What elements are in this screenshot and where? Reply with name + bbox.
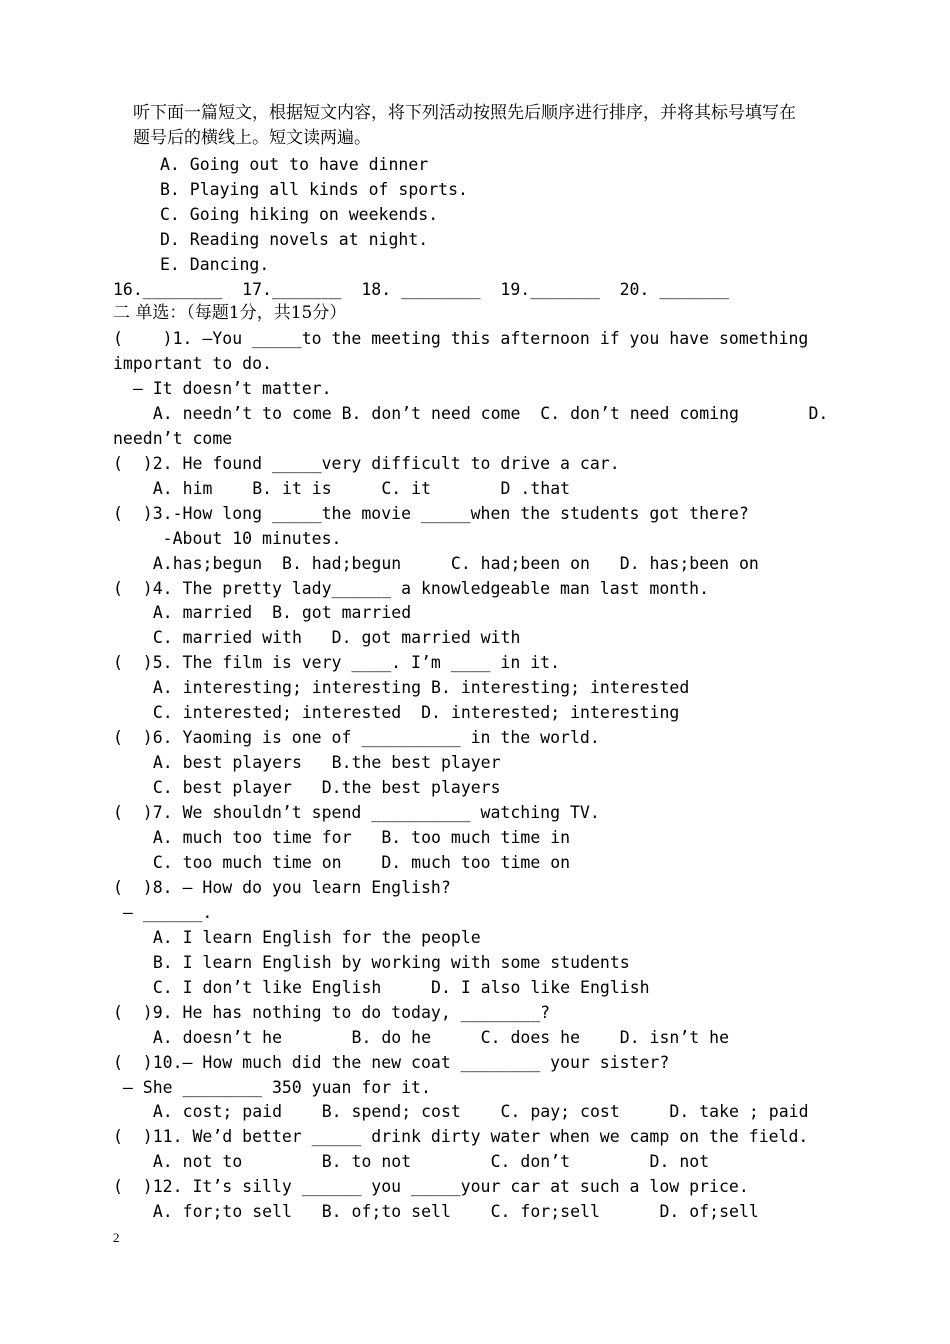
question-line: — She ________ 350 yuan for it. (113, 1077, 431, 1097)
question-line: B. I learn English by working with some students (133, 952, 630, 972)
question-line: ( )2. He found _____very difficult to drive a car. (113, 453, 620, 473)
question-line: ( )11. We’d better _____ drink dirty water when we camp on the field. (113, 1127, 809, 1147)
question-line: A. I learn English for the people (133, 927, 481, 947)
question-line: A. not to B. to not C. don’t D. not (133, 1152, 710, 1172)
question-line: A. doesn’t he B. do he C. does he D. isn’t he (133, 1027, 730, 1047)
question-line: A. much too time for B. too much time in (133, 828, 571, 847)
page-number: 2 (113, 1230, 120, 1245)
question-line: — It doesn’t matter. (113, 378, 332, 398)
question-line: important to do. (113, 353, 272, 373)
listening-option: B. Playing all kinds of sports. (160, 180, 468, 199)
question-line: C. best player D.the best players (133, 778, 501, 798)
listening-option: C. Going hiking on weekends. (160, 205, 439, 224)
question-line: A. cost; paid B. spend; cost C. pay; cost D. take ; paid (133, 1102, 809, 1122)
question-line: ( )6. Yaoming is one of __________ in the world. (113, 728, 600, 748)
question-line: ( )12. It’s silly ______ you _____your car at such a low price. (113, 1177, 749, 1197)
question-line: A.has;begun B. had;begun C. had;been on D. has;been on (133, 553, 759, 573)
section-title: 二 单选：（每题1分，共15分） (113, 303, 347, 323)
question-line: A. him B. it is C. it D .that (133, 478, 571, 498)
question-line: -About 10 minutes. (113, 528, 342, 548)
instruction-line-2: 题号后的横线上。短文读两遍。 (133, 128, 371, 148)
question-line: A. best players B.the best player (133, 753, 501, 773)
question-line: ( )1. —You _____to the meeting this afternoon if you have something (113, 329, 809, 348)
listening-option: D. Reading novels at night. (160, 230, 429, 249)
question-line: ( )7. We shouldn’t spend __________ watching TV. (113, 803, 600, 823)
question-line: ( )8. — How do you learn English? (113, 877, 451, 897)
listening-option: A. Going out to have dinner (160, 155, 429, 174)
question-line: A. interesting; interesting B. interesting; interested (133, 678, 690, 698)
question-line: C. married with D. got married with (133, 628, 521, 648)
answer-blanks-line: 16.________ 17._______ 18. ________ 19._______ 20. _______ (113, 280, 729, 299)
question-line: C. I don’t like English D. I also like English (133, 977, 650, 997)
instruction-line-1: 听下面一篇短文，根据短文内容，将下列活动按照先后顺序进行排序，并将其标号填写在 (133, 103, 796, 123)
listening-option: E. Dancing. (160, 255, 270, 274)
question-line: ( )10.— How much did the new coat ________ your sister? (113, 1052, 670, 1072)
question-line: A. married B. got married (133, 603, 412, 623)
question-line: — ______. (113, 902, 213, 922)
question-line: ( )4. The pretty lady______ a knowledgeable man last month. (113, 578, 710, 598)
question-line: C. too much time on D. much too time on (133, 852, 571, 872)
question-line: ( )5. The film is very ____. I’m ____ in it. (113, 653, 561, 673)
question-line: A. for;to sell B. of;to sell C. for;sell D. of;sell (133, 1202, 759, 1222)
question-line: ( )3.-How long _____the movie _____when the students got there? (113, 503, 749, 523)
question-line: C. interested; interested D. interested; interesting (133, 703, 680, 723)
question-line: ( )9. He has nothing to do today, ________? (113, 1002, 551, 1022)
question-line: needn’t come (113, 428, 233, 448)
question-line: A. needn’t to come B. don’t need come C. don’t need coming D. (133, 403, 829, 423)
